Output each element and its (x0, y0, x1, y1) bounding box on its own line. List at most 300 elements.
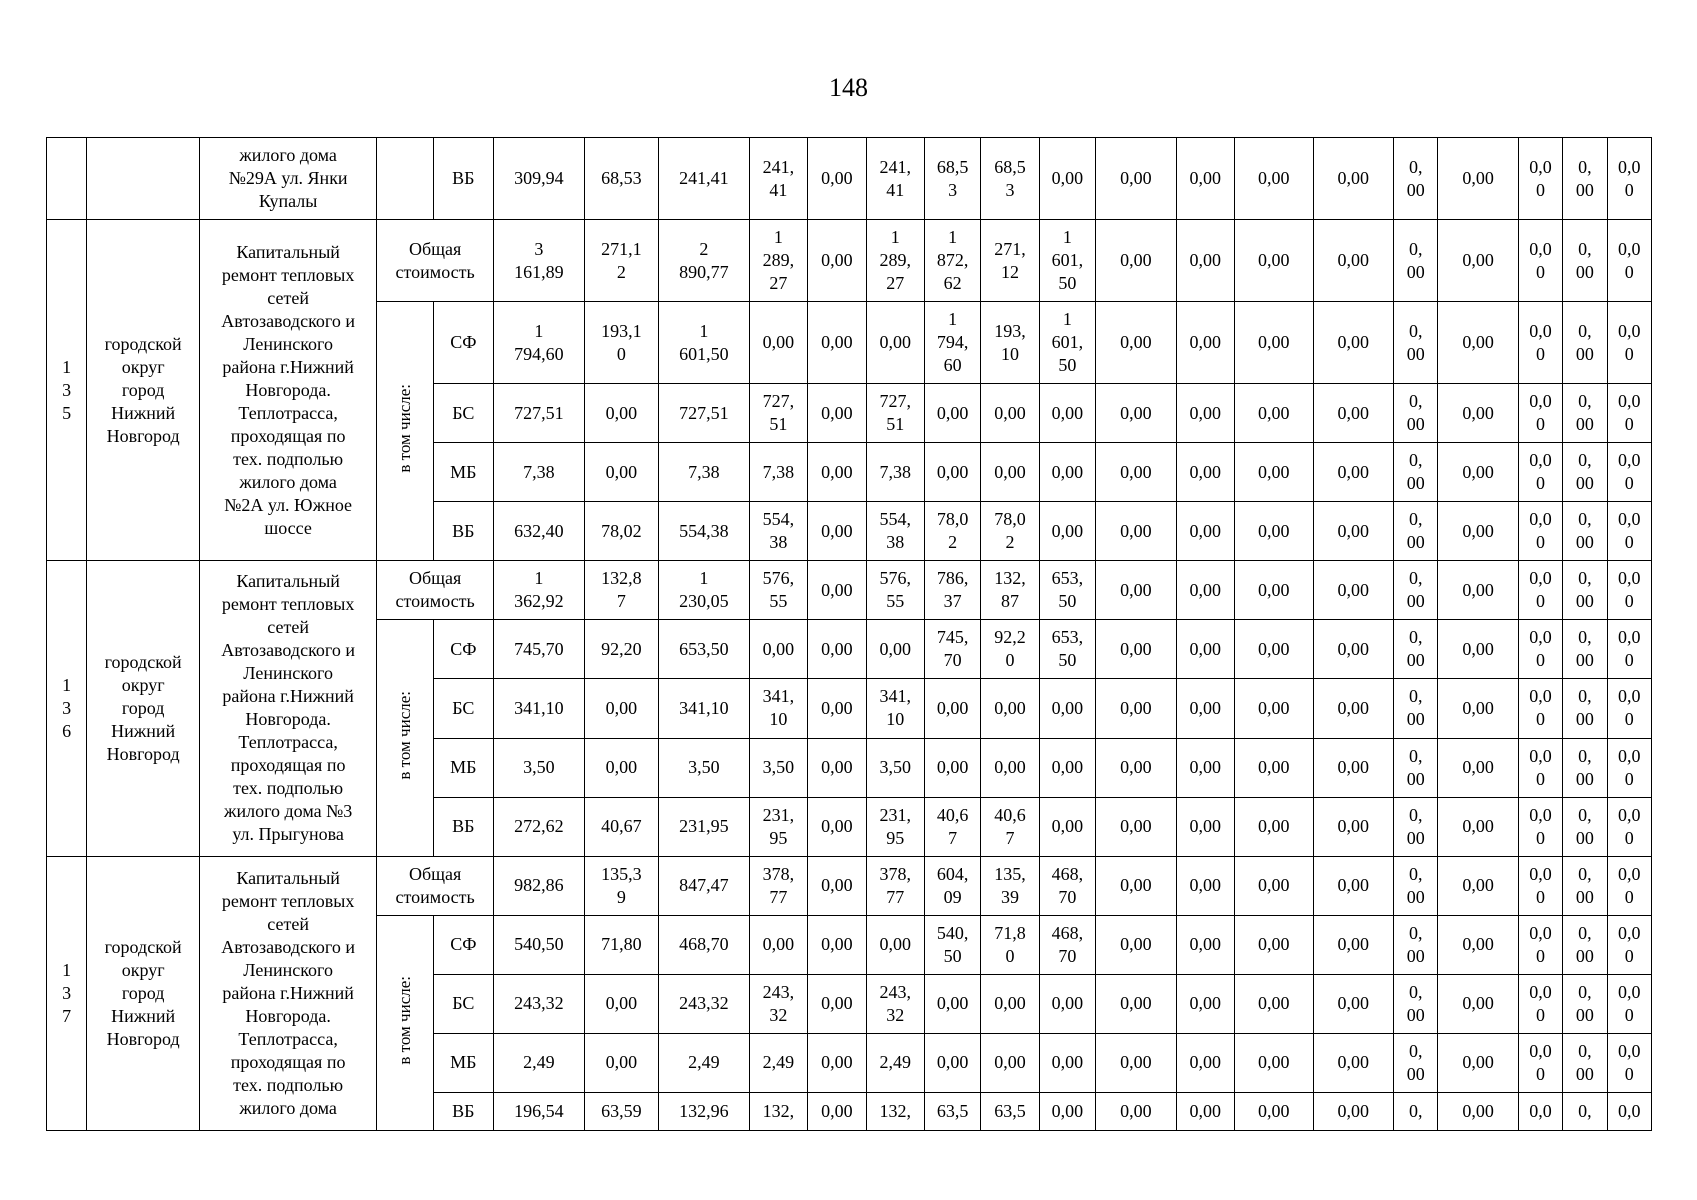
value-cell: 0,00 (981, 738, 1039, 797)
value-cell: 1 794, 60 (924, 302, 980, 384)
value-cell: 0,00 (1039, 443, 1095, 502)
value-cell: 727,51 (494, 384, 585, 443)
value-cell: 0,00 (1234, 679, 1313, 738)
value-cell: 0,00 (1096, 915, 1177, 974)
value-cell: 0,00 (1313, 856, 1394, 915)
value-cell: 0, 00 (1394, 915, 1438, 974)
value-cell: 0,00 (1313, 502, 1394, 561)
value-cell: 0,00 (1096, 679, 1177, 738)
value-cell: 0,00 (1438, 1092, 1519, 1130)
value-cell: 0,00 (1234, 384, 1313, 443)
value-cell: 0, 00 (1394, 974, 1438, 1033)
location-cell: городской округ город Нижний Новгород (87, 561, 200, 856)
object-name-cell: жилого дома №29А ул. Янки Купалы (200, 138, 377, 220)
source-cell: ВБ (433, 502, 493, 561)
value-cell: 132,96 (659, 1092, 750, 1130)
value-cell: 0,00 (1176, 220, 1234, 302)
value-cell: 0, 00 (1563, 443, 1607, 502)
value-cell: 0,0 0 (1518, 1033, 1562, 1092)
value-cell: 243, 32 (866, 974, 924, 1033)
value-cell: 0,00 (981, 1033, 1039, 1092)
value-cell: 0, 00 (1394, 679, 1438, 738)
value-cell: 0,0 0 (1518, 620, 1562, 679)
value-cell: 68,53 (584, 138, 659, 220)
value-cell: 0, 00 (1394, 138, 1438, 220)
value-cell: 576, 55 (749, 561, 807, 620)
value-cell: 0,00 (1438, 738, 1519, 797)
value-cell: 2,49 (749, 1033, 807, 1092)
value-cell: 0, 00 (1394, 856, 1438, 915)
value-cell: 0, 00 (1394, 443, 1438, 502)
value-cell: 135, 39 (981, 856, 1039, 915)
value-cell: 0,00 (1438, 384, 1519, 443)
value-cell: 1 601, 50 (1039, 302, 1095, 384)
value-cell: 0,00 (1039, 1092, 1095, 1130)
value-cell: 0,00 (1039, 138, 1095, 220)
value-cell: 0,00 (1176, 797, 1234, 856)
value-cell: 0, 00 (1394, 302, 1438, 384)
value-cell: 0,0 0 (1607, 561, 1652, 620)
value-cell: 0, 00 (1394, 797, 1438, 856)
source-cell: ВБ (433, 797, 493, 856)
value-cell: 0,00 (584, 384, 659, 443)
value-cell: 0,00 (1176, 1092, 1234, 1130)
total-cost-label: Общая стоимость (377, 856, 494, 915)
item-number-cell: 1 3 5 (47, 220, 87, 561)
value-cell: 92,20 (584, 620, 659, 679)
value-cell: 0,00 (1313, 302, 1394, 384)
value-cell: 241,41 (659, 138, 750, 220)
value-cell: 0, 00 (1563, 1033, 1607, 1092)
value-cell: 0,0 0 (1518, 915, 1562, 974)
value-cell: 272,62 (494, 797, 585, 856)
value-cell: 3,50 (749, 738, 807, 797)
value-cell: 193,1 0 (584, 302, 659, 384)
value-cell: 0,00 (1234, 561, 1313, 620)
value-cell: 0,00 (1096, 738, 1177, 797)
value-cell: 468, 70 (1039, 856, 1095, 915)
value-cell: 0,00 (1176, 443, 1234, 502)
source-cell: МБ (433, 1033, 493, 1092)
value-cell: 0,0 0 (1607, 502, 1652, 561)
value-cell: 2,49 (659, 1033, 750, 1092)
value-cell: 2 890,77 (659, 220, 750, 302)
value-cell: 0,00 (981, 443, 1039, 502)
value-cell: 0,00 (1096, 620, 1177, 679)
value-cell: 0,00 (1234, 738, 1313, 797)
value-cell: 0,00 (808, 915, 866, 974)
value-cell: 0,0 0 (1607, 302, 1652, 384)
value-cell: 1 601, 50 (1039, 220, 1095, 302)
value-cell: 0,00 (584, 679, 659, 738)
including-label: в том числе: (394, 975, 414, 1065)
value-cell: 241, 41 (866, 138, 924, 220)
source-group-cell (377, 138, 433, 220)
value-cell: 0,00 (1234, 502, 1313, 561)
item-number-cell (47, 138, 87, 220)
value-cell: 78,0 2 (981, 502, 1039, 561)
value-cell: 0,00 (1438, 561, 1519, 620)
value-cell: 0,00 (1096, 302, 1177, 384)
value-cell: 63,5 (981, 1092, 1039, 1130)
source-cell: БС (433, 974, 493, 1033)
value-cell: 0,00 (1234, 220, 1313, 302)
value-cell: 0,00 (1039, 797, 1095, 856)
value-cell: 378, 77 (866, 856, 924, 915)
value-cell: 0,00 (1234, 1092, 1313, 1130)
value-cell: 0,0 0 (1518, 856, 1562, 915)
including-label-cell (377, 620, 433, 856)
value-cell: 0,00 (1096, 502, 1177, 561)
value-cell: 0,0 0 (1607, 797, 1652, 856)
value-cell: 0, 00 (1563, 797, 1607, 856)
value-cell: 0, 00 (1394, 620, 1438, 679)
value-cell: 0,00 (1438, 797, 1519, 856)
source-cell: МБ (433, 738, 493, 797)
value-cell: 40,67 (584, 797, 659, 856)
value-cell: 0, 00 (1563, 138, 1607, 220)
value-cell: 0, (1394, 1092, 1438, 1130)
source-cell: СФ (433, 620, 493, 679)
value-cell: 3 161,89 (494, 220, 585, 302)
value-cell: 231, 95 (866, 797, 924, 856)
value-cell: 0,0 0 (1518, 561, 1562, 620)
value-cell: 0,00 (1176, 974, 1234, 1033)
value-cell: 231, 95 (749, 797, 807, 856)
value-cell: 0,00 (1234, 443, 1313, 502)
value-cell: 745,70 (494, 620, 585, 679)
value-cell: 341,10 (494, 679, 585, 738)
value-cell: 0,0 0 (1607, 220, 1652, 302)
value-cell: 0,00 (1039, 1033, 1095, 1092)
value-cell: 0,00 (924, 738, 980, 797)
value-cell: 3,50 (494, 738, 585, 797)
value-cell: 0,00 (1313, 974, 1394, 1033)
value-cell: 132, (866, 1092, 924, 1130)
value-cell: 1 362,92 (494, 561, 585, 620)
value-cell: 0,00 (1096, 856, 1177, 915)
object-name-cell: Капитальный ремонт тепловых сетей Автозаводского и Ленинского района г.Нижний Новгорода. Теплотрасса, проходящая по тех. подполью жилого дома №3 ул. Прыгунова (200, 561, 377, 856)
value-cell: 0,0 0 (1518, 443, 1562, 502)
value-cell: 1 289, 27 (749, 220, 807, 302)
value-cell: 0,00 (584, 443, 659, 502)
value-cell: 0,00 (1234, 797, 1313, 856)
value-cell: 0,00 (1438, 620, 1519, 679)
value-cell: 0,00 (1438, 138, 1519, 220)
value-cell: 0,0 0 (1518, 138, 1562, 220)
item-number-cell: 1 3 6 (47, 561, 87, 856)
value-cell: 196,54 (494, 1092, 585, 1130)
value-cell: 0,00 (1438, 1033, 1519, 1092)
value-cell: 0,00 (808, 620, 866, 679)
value-cell: 0,00 (1313, 138, 1394, 220)
value-cell: 1 872, 62 (924, 220, 980, 302)
value-cell: 554, 38 (866, 502, 924, 561)
value-cell: 653, 50 (1039, 620, 1095, 679)
value-cell: 309,94 (494, 138, 585, 220)
value-cell: 0,0 0 (1518, 220, 1562, 302)
value-cell: 0,00 (1438, 915, 1519, 974)
value-cell: 0,00 (808, 443, 866, 502)
value-cell: 0,00 (1039, 679, 1095, 738)
value-cell: 0, 00 (1563, 502, 1607, 561)
item-number-cell: 1 3 7 (47, 856, 87, 1130)
value-cell: 0, 00 (1563, 679, 1607, 738)
value-cell: 0,00 (1039, 974, 1095, 1033)
value-cell: 0,00 (1438, 302, 1519, 384)
value-cell: 468, 70 (1039, 915, 1095, 974)
value-cell: 271,1 2 (584, 220, 659, 302)
source-cell: БС (433, 679, 493, 738)
value-cell: 0,0 (1518, 1092, 1562, 1130)
value-cell: 0, 00 (1563, 220, 1607, 302)
value-cell: 7,38 (494, 443, 585, 502)
value-cell: 7,38 (866, 443, 924, 502)
value-cell: 1 601,50 (659, 302, 750, 384)
source-cell: СФ (433, 915, 493, 974)
value-cell: 0,00 (1313, 561, 1394, 620)
location-cell: городской округ город Нижний Новгород (87, 856, 200, 1130)
value-cell: 63,59 (584, 1092, 659, 1130)
value-cell: 341, 10 (749, 679, 807, 738)
source-cell: БС (433, 384, 493, 443)
value-cell: 0,00 (1313, 679, 1394, 738)
value-cell: 0,00 (1176, 138, 1234, 220)
value-cell: 576, 55 (866, 561, 924, 620)
value-cell: 847,47 (659, 856, 750, 915)
value-cell: 132, (749, 1092, 807, 1130)
value-cell: 193, 10 (981, 302, 1039, 384)
value-cell: 0,00 (1176, 679, 1234, 738)
value-cell: 0,00 (1438, 443, 1519, 502)
value-cell: 71,8 0 (981, 915, 1039, 974)
value-cell: 0,00 (584, 1033, 659, 1092)
value-cell: 0,00 (1313, 384, 1394, 443)
value-cell: 0,00 (749, 915, 807, 974)
value-cell: 0,00 (1176, 620, 1234, 679)
value-cell: 7,38 (659, 443, 750, 502)
value-cell: 0,00 (1176, 856, 1234, 915)
value-cell: 132, 87 (981, 561, 1039, 620)
value-cell: 78,0 2 (924, 502, 980, 561)
value-cell: 0,00 (1234, 138, 1313, 220)
value-cell: 0,0 0 (1607, 384, 1652, 443)
value-cell: 0,00 (924, 384, 980, 443)
value-cell: 0, 00 (1394, 561, 1438, 620)
value-cell: 0,0 0 (1607, 679, 1652, 738)
value-cell: 0,00 (1176, 915, 1234, 974)
value-cell: 0,00 (808, 220, 866, 302)
value-cell: 0, 00 (1394, 738, 1438, 797)
value-cell: 604, 09 (924, 856, 980, 915)
value-cell: 0,0 0 (1518, 974, 1562, 1033)
location-cell: городской округ город Нижний Новгород (87, 220, 200, 561)
value-cell: 0, 00 (1563, 974, 1607, 1033)
value-cell: 0,00 (981, 384, 1039, 443)
table-row (47, 220, 1652, 302)
value-cell: 0,0 0 (1607, 1033, 1652, 1092)
value-cell: 231,95 (659, 797, 750, 856)
value-cell: 0,0 0 (1607, 915, 1652, 974)
value-cell: 40,6 7 (981, 797, 1039, 856)
value-cell: 40,6 7 (924, 797, 980, 856)
value-cell: 0,00 (1096, 384, 1177, 443)
value-cell: 271, 12 (981, 220, 1039, 302)
value-cell: 540,50 (494, 915, 585, 974)
value-cell: 0,00 (1096, 1033, 1177, 1092)
value-cell: 0,00 (808, 138, 866, 220)
value-cell: 0, 00 (1563, 620, 1607, 679)
value-cell: 0,00 (808, 502, 866, 561)
value-cell: 0,0 0 (1518, 384, 1562, 443)
value-cell: 0,00 (749, 620, 807, 679)
value-cell: 0, 00 (1394, 1033, 1438, 1092)
value-cell: 0, 00 (1394, 220, 1438, 302)
value-cell: 0,00 (924, 679, 980, 738)
value-cell: 0,00 (1438, 856, 1519, 915)
value-cell: 378, 77 (749, 856, 807, 915)
object-name-cell: Капитальный ремонт тепловых сетей Автозаводского и Ленинского района г.Нижний Новгорода. Теплотрасса, проходящая по тех. подполью жилого дома №2А ул. Южное шоссе (200, 220, 377, 561)
value-cell: 2,49 (494, 1033, 585, 1092)
value-cell: 0,00 (808, 561, 866, 620)
including-label-cell (377, 915, 433, 1130)
value-cell: 0,00 (1176, 384, 1234, 443)
value-cell: 0,0 0 (1607, 138, 1652, 220)
value-cell: 243,32 (494, 974, 585, 1033)
table-row (47, 138, 1652, 220)
value-cell: 0,00 (866, 620, 924, 679)
value-cell: 0,00 (584, 974, 659, 1033)
value-cell: 0,00 (808, 738, 866, 797)
value-cell: 0,00 (1176, 738, 1234, 797)
value-cell: 0,0 0 (1607, 620, 1652, 679)
value-cell: 0,00 (749, 302, 807, 384)
value-cell: 1 230,05 (659, 561, 750, 620)
value-cell: 0, 00 (1563, 915, 1607, 974)
value-cell: 0,00 (1234, 856, 1313, 915)
source-cell: ВБ (433, 138, 493, 220)
value-cell: 0,00 (1176, 561, 1234, 620)
value-cell: 0,0 0 (1518, 738, 1562, 797)
value-cell: 554,38 (659, 502, 750, 561)
value-cell: 745, 70 (924, 620, 980, 679)
value-cell: 0,00 (808, 797, 866, 856)
value-cell: 7,38 (749, 443, 807, 502)
including-label-cell (377, 302, 433, 561)
value-cell: 0,00 (866, 915, 924, 974)
value-cell: 0,0 0 (1518, 502, 1562, 561)
value-cell: 0,00 (1313, 443, 1394, 502)
value-cell: 243, 32 (749, 974, 807, 1033)
source-cell: ВБ (433, 1092, 493, 1130)
value-cell: 0,00 (1096, 797, 1177, 856)
value-cell: 0,0 0 (1518, 679, 1562, 738)
value-cell: 71,80 (584, 915, 659, 974)
value-cell: 0,00 (808, 679, 866, 738)
value-cell: 0, 00 (1394, 502, 1438, 561)
value-cell: 0,00 (1096, 138, 1177, 220)
value-cell: 0,00 (808, 1092, 866, 1130)
value-cell: 1 794,60 (494, 302, 585, 384)
value-cell: 135,3 9 (584, 856, 659, 915)
value-cell: 241, 41 (749, 138, 807, 220)
value-cell: 0,00 (1438, 502, 1519, 561)
value-cell: 0,00 (924, 974, 980, 1033)
value-cell: 68,5 3 (981, 138, 1039, 220)
value-cell: 982,86 (494, 856, 585, 915)
total-cost-label: Общая стоимость (377, 561, 494, 620)
value-cell: 0,00 (808, 302, 866, 384)
table-row (47, 856, 1652, 915)
value-cell: 0,0 0 (1607, 856, 1652, 915)
total-cost-label: Общая стоимость (377, 220, 494, 302)
value-cell: 3,50 (866, 738, 924, 797)
page-number: 148 (829, 73, 868, 102)
value-cell: 0,00 (1313, 620, 1394, 679)
value-cell: 0,00 (1096, 561, 1177, 620)
value-cell: 0,00 (1438, 974, 1519, 1033)
value-cell: 0,00 (866, 302, 924, 384)
value-cell: 341, 10 (866, 679, 924, 738)
value-cell: 2,49 (866, 1033, 924, 1092)
source-cell: СФ (433, 302, 493, 384)
value-cell: 0,00 (1096, 443, 1177, 502)
value-cell: 554, 38 (749, 502, 807, 561)
including-label: в том числе: (394, 690, 414, 780)
value-cell: 0,00 (1234, 974, 1313, 1033)
value-cell: 3,50 (659, 738, 750, 797)
including-label: в том числе: (394, 383, 414, 473)
value-cell: 1 289, 27 (866, 220, 924, 302)
value-cell: 68,5 3 (924, 138, 980, 220)
value-cell: 468,70 (659, 915, 750, 974)
value-cell: 0, 00 (1563, 561, 1607, 620)
value-cell: 78,02 (584, 502, 659, 561)
value-cell: 0,00 (808, 974, 866, 1033)
location-cell (87, 138, 200, 220)
value-cell: 727,51 (659, 384, 750, 443)
value-cell: 727, 51 (866, 384, 924, 443)
value-cell: 0,00 (1313, 797, 1394, 856)
table-row (47, 561, 1652, 620)
value-cell: 0,0 0 (1518, 797, 1562, 856)
value-cell: 0,00 (1176, 1033, 1234, 1092)
value-cell: 0,00 (1039, 384, 1095, 443)
value-cell: 0,0 0 (1607, 738, 1652, 797)
value-cell: 0,00 (1096, 1092, 1177, 1130)
value-cell: 0,00 (1438, 679, 1519, 738)
value-cell: 0,00 (924, 1033, 980, 1092)
value-cell: 132,8 7 (584, 561, 659, 620)
value-cell: 0,00 (1234, 620, 1313, 679)
value-cell: 632,40 (494, 502, 585, 561)
value-cell: 0, 00 (1563, 384, 1607, 443)
value-cell: 0,00 (1176, 302, 1234, 384)
value-cell: 0,00 (1039, 738, 1095, 797)
value-cell: 786, 37 (924, 561, 980, 620)
value-cell: 653,50 (659, 620, 750, 679)
budget-table (46, 137, 1652, 1131)
value-cell: 0,00 (1096, 220, 1177, 302)
value-cell: 0,00 (808, 856, 866, 915)
value-cell: 0,0 0 (1518, 302, 1562, 384)
value-cell: 0, 00 (1563, 856, 1607, 915)
value-cell: 540, 50 (924, 915, 980, 974)
value-cell: 0,00 (584, 738, 659, 797)
value-cell: 0, 00 (1394, 384, 1438, 443)
value-cell: 0,00 (1234, 302, 1313, 384)
value-cell: 0,00 (1313, 915, 1394, 974)
